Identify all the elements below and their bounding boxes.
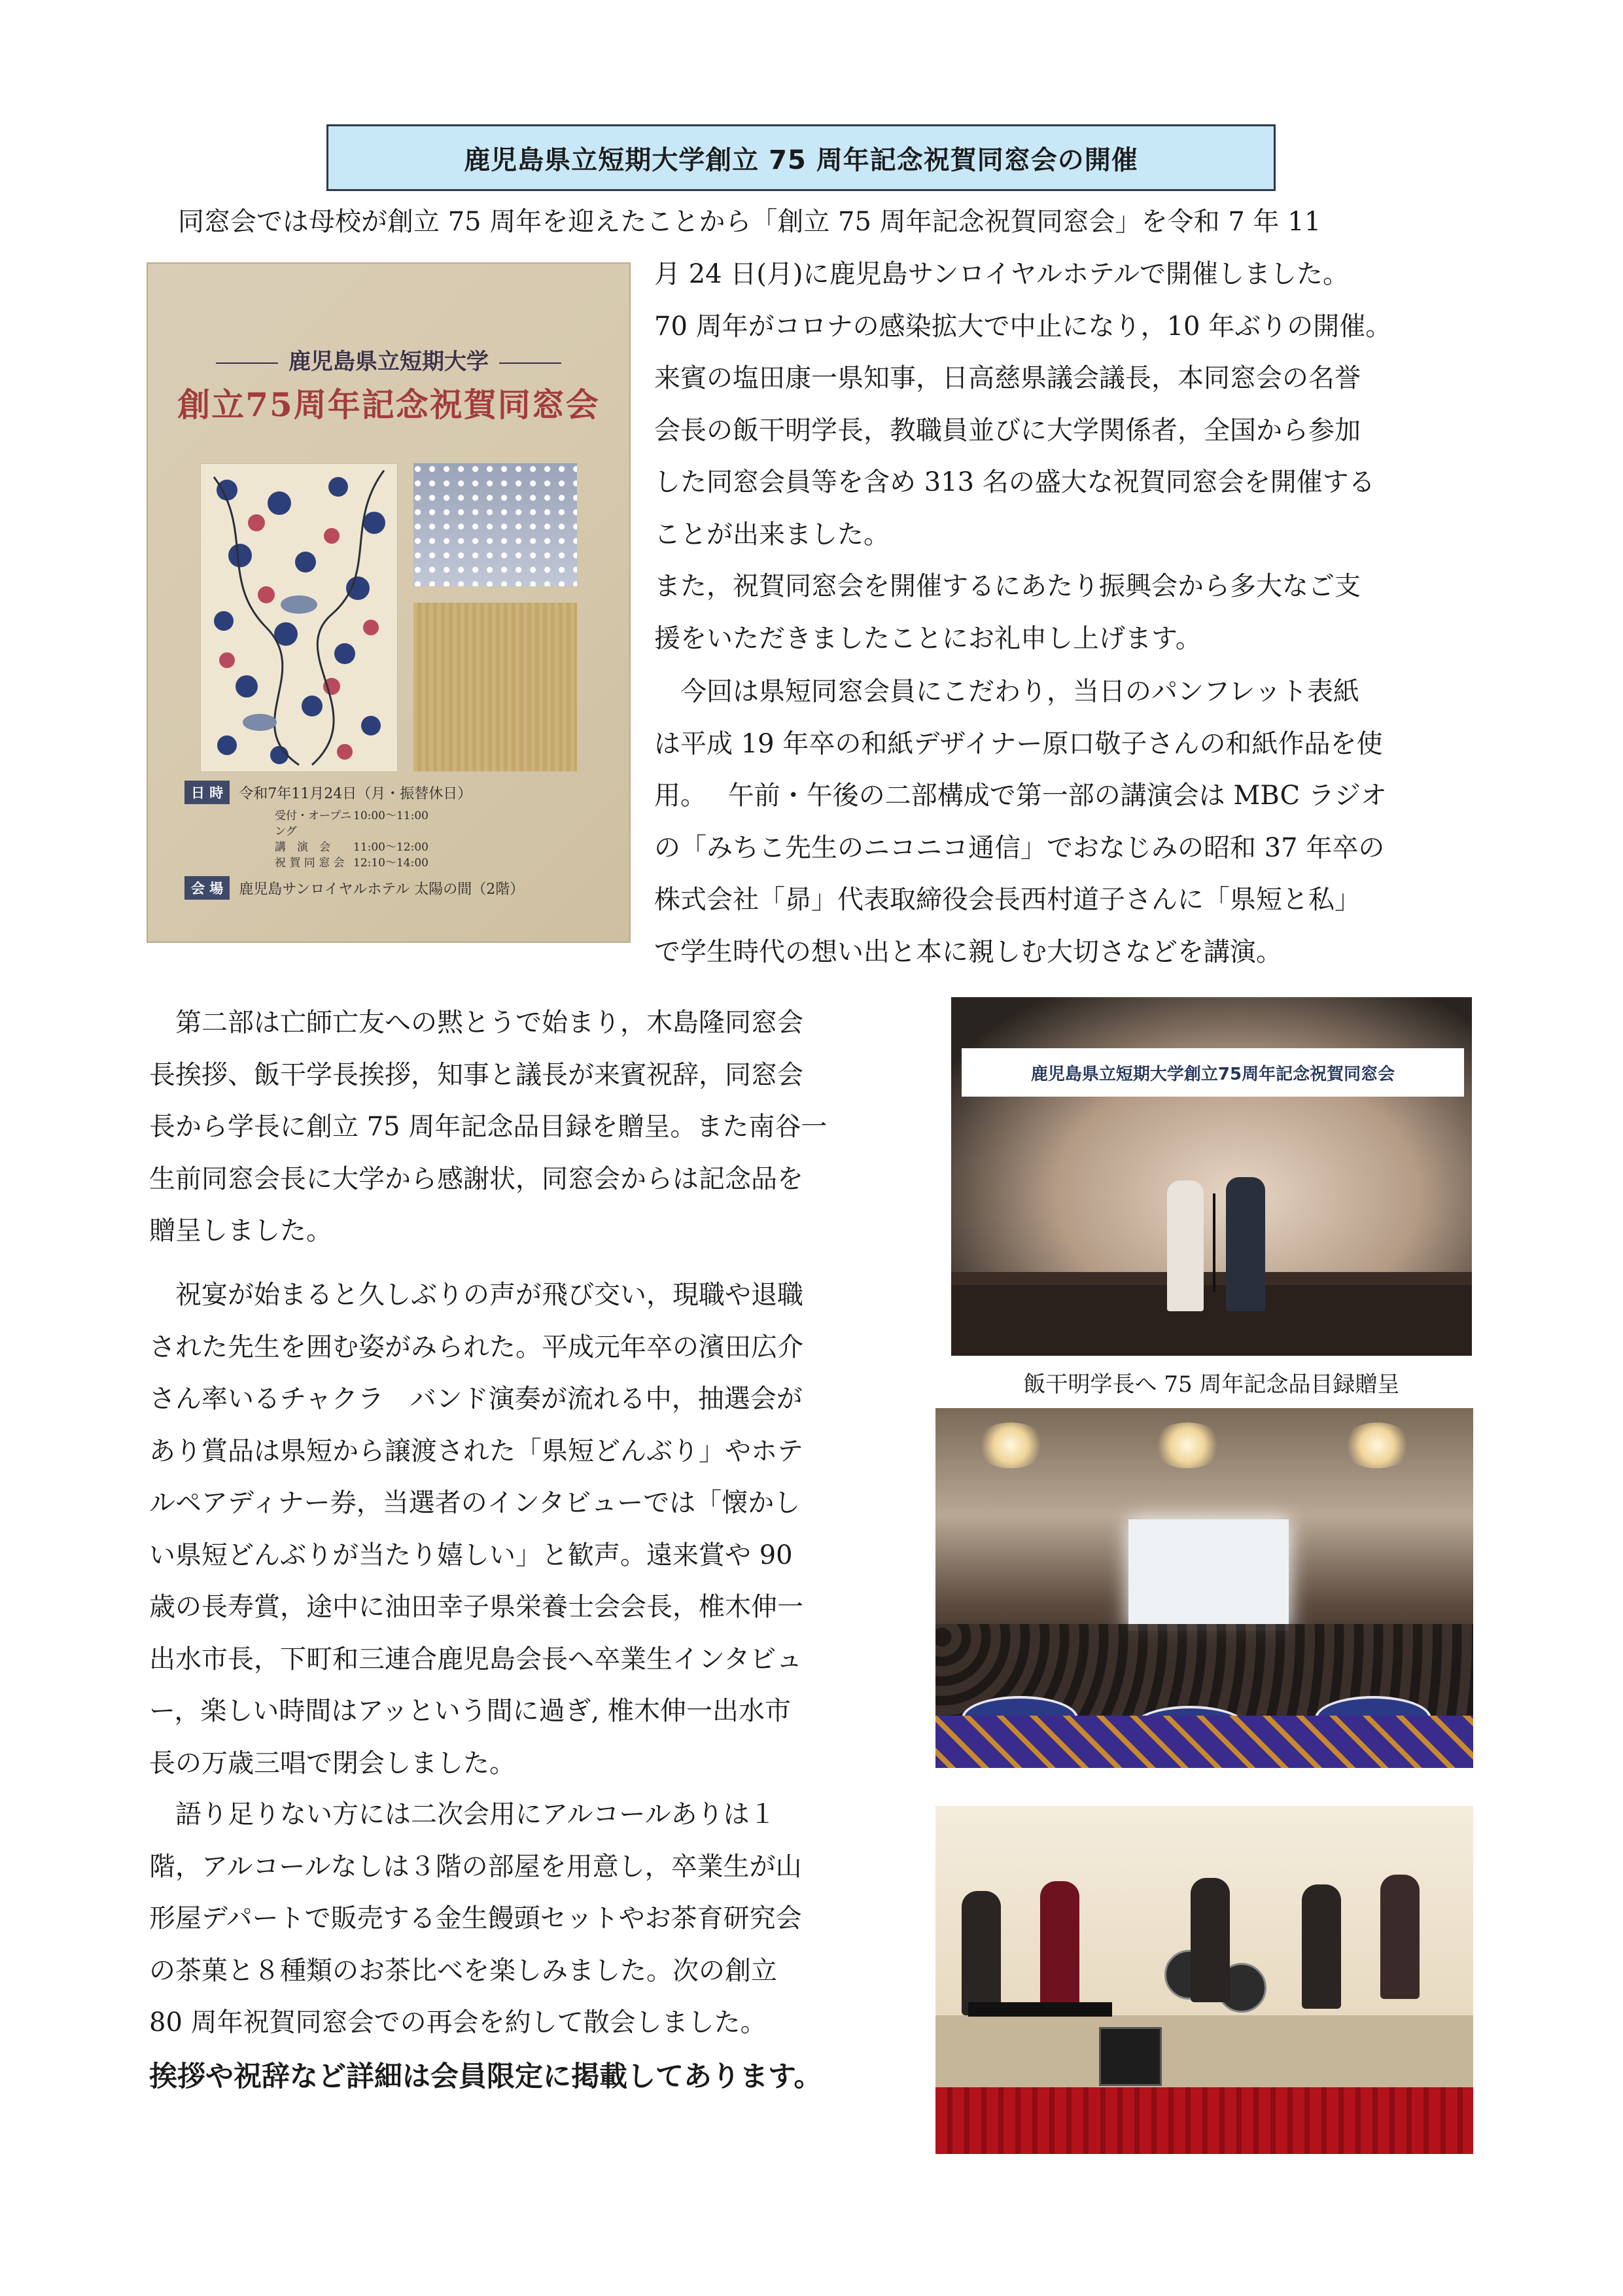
stage-floor <box>951 1285 1472 1356</box>
paragraph-line: 長の万歳三唱で閉会しました。 <box>149 1748 515 1778</box>
pamphlet-title: 創立75周年記念祝賀同窓会 <box>177 385 600 424</box>
keyboard <box>968 2002 1112 2017</box>
banquet-paragraph <box>149 1269 803 1790</box>
musician-figure <box>1040 1881 1079 2005</box>
paragraph-line: 語り足りない方には二次会用にアルコールありは１ <box>149 1799 776 1829</box>
intro-line: 月 24 日(月)に鹿児島サンロイヤルホテルで開催しました。 <box>654 259 1349 289</box>
intro-line: ことが出来ました。 <box>654 519 890 550</box>
paragraph-line: 用。 午前・午後の二部構成で第一部の講演会は MBC ラジオ <box>654 781 1387 811</box>
schedule-time: 12:10～14:00 <box>353 857 428 870</box>
pamphlet-date: 令和7年11月24日（月・振替休日） <box>239 785 472 802</box>
intro-paragraph <box>654 249 1391 665</box>
paragraph-line: 長から学長に創立 75 周年記念品目録を贈呈。また南谷一 <box>149 1112 828 1142</box>
pamphlet-cover-image <box>147 262 631 943</box>
washi-floral-artwork <box>200 463 398 772</box>
paragraph-line: は平成 19 年卒の和紙デザイナー原口敬子さんの和紙作品を使 <box>654 728 1383 759</box>
ceremony-paragraph <box>149 997 827 1258</box>
schedule-time: 10:00～11:00 <box>353 809 428 822</box>
members-only-note: 挨拶や祝辞など詳細は会員限定に掲載してあります。 <box>149 2060 822 2093</box>
musician-figure <box>1191 1878 1230 2002</box>
paragraph-line: 株式会社「昴」代表取締役会長西村道子さんに「県短と私」 <box>654 885 1361 915</box>
washi-gold-artwork <box>413 603 577 771</box>
stage-banner: 鹿児島県立短期大学創立75周年記念祝賀同窓会 <box>962 1048 1464 1097</box>
amplifier <box>1099 2027 1162 2086</box>
stage-edge <box>951 1272 1472 1285</box>
person-figure <box>1226 1177 1265 1311</box>
pamphlet-university: 鹿児島県立短期大学 <box>148 344 629 376</box>
musician-figure <box>1380 1875 1420 1999</box>
presentation-photo <box>951 997 1472 1356</box>
chandelier <box>975 1422 1047 1468</box>
band-performance-photo <box>935 1806 1473 2154</box>
intro-line: した同窓会員等を含め 313 名の盛大な祝賀同窓会を開催する <box>654 467 1375 497</box>
paragraph-line: 階，アルコールなしは３階の部屋を用意し，卒業生が山 <box>149 1851 802 1882</box>
chandelier <box>1151 1422 1223 1468</box>
paragraph-line: さん率いるチャクラ バンド演奏が流れる中，抽選会が <box>149 1384 803 1414</box>
pamphlet-info <box>184 781 603 904</box>
paragraph-line: ー，楽しい時間はアッという間に過ぎ, 椎木伸一出水市 <box>149 1696 792 1726</box>
banquet-hall-photo <box>935 1408 1473 1768</box>
intro-line: 来賓の塩田康一県知事，日高慈県議会議長，本同窓会の名誉 <box>654 363 1361 393</box>
paragraph-line: 歳の長寿賞，途中に油田幸子県栄養士会会長，椎木伸一 <box>149 1592 803 1622</box>
intro-line: 援をいただきましたことにお礼申し上げます。 <box>654 623 1202 654</box>
article-title: 鹿児島県立短期大学創立 75 周年記念祝賀同窓会の開催 <box>326 124 1276 191</box>
paragraph-line: 第二部は亡師亡友への黙とうで始まり，木島隆同窓会 <box>149 1008 803 1038</box>
microphone-stand <box>1213 1193 1215 1292</box>
paragraph-line: 80 周年祝賀同窓会での再会を約して散会しました。 <box>149 2007 767 2038</box>
paragraph-line: 長挨拶、飯干学長挨拶，知事と議長が来賓祝辞，同窓会 <box>149 1059 803 1090</box>
carpet <box>935 1716 1473 1768</box>
musician-figure <box>962 1891 1001 2015</box>
musician-figure <box>1302 1884 1341 2009</box>
pamphlet-venue: 鹿児島サンロイヤルホテル 太陽の間（2階） <box>239 881 525 898</box>
person-figure <box>1167 1180 1204 1311</box>
paragraph-line: 形屋デパートで販売する金生饅頭セットやお茶育研究会 <box>149 1903 802 1934</box>
photo-caption: 飯干明学長へ 75 周年記念品目録贈呈 <box>1023 1371 1400 1398</box>
paragraph-line: あり賞品は県短から譲渡された「県短どんぶり」やホテ <box>149 1436 803 1466</box>
paragraph-line: で学生時代の想い出と本に親しむ大切さなどを講演。 <box>654 936 1282 967</box>
schedule-label: 受付・オープニング <box>275 809 352 838</box>
venue-tag: 会 場 <box>184 876 230 900</box>
paragraph-line: い県短どんぶりが当たり嬉しい」と歓声。遠来賞や 90 <box>149 1540 793 1570</box>
paragraph-line: の「みちこ先生のニコニコ通信」でおなじみの昭和 37 年卒の <box>654 832 1385 863</box>
paragraph-line: 祝宴が始まると久しぶりの声が飛び交い，現職や退職 <box>149 1280 803 1310</box>
intro-line: 会長の飯干明学長，教職員並びに大学関係者，全国から参加 <box>654 415 1361 446</box>
schedule-label: 祝 賀 同 窓 会 <box>275 857 345 870</box>
paragraph-line: 生前同窓会長に大学から感謝状，同窓会からは記念品を <box>149 1163 803 1194</box>
lecture-paragraph <box>654 666 1387 978</box>
paragraph-line: 出水市長，下町和三連合鹿児島会長へ卒業生インタビュ <box>149 1644 803 1674</box>
intro-line: また，祝賀同窓会を開催するにあたり振興会から多大なご支 <box>654 571 1361 601</box>
paragraph-line: 今回は県短同窓会員にこだわり，当日のパンフレット表紙 <box>654 677 1359 707</box>
paragraph-line: された先生を囲む姿がみられた。平成元年卒の濱田広介 <box>149 1332 803 1362</box>
date-tag: 日 時 <box>184 781 230 804</box>
pamphlet-schedule <box>184 808 603 871</box>
paragraph-line: ルペアディナー券，当選者のインタビューでは「懐かし <box>149 1488 801 1518</box>
washi-blue-artwork <box>413 463 577 586</box>
intro-first-line: 同窓会では母校が創立 75 周年を迎えたことから「創立 75 周年記念祝賀同窓会」を令和 7 年 11 <box>178 207 1321 237</box>
intro-line: 70 周年がコロナの感染拡大で中止になり，10 年ぶりの開催。 <box>654 311 1392 342</box>
schedule-label: 講 演 会 <box>275 841 330 854</box>
stage-floor <box>935 2015 1473 2087</box>
schedule-time: 11:00～12:00 <box>353 841 428 854</box>
stage-skirt <box>935 2087 1473 2154</box>
chandelier <box>1341 1422 1413 1468</box>
paragraph-line: の茶菓と８種類のお茶比べを楽しみました。次の創立 <box>149 1955 777 1986</box>
paragraph-line: 贈呈しました。 <box>149 1216 332 1246</box>
projection-screen <box>1128 1519 1289 1631</box>
after-party-paragraph <box>149 1789 802 2049</box>
